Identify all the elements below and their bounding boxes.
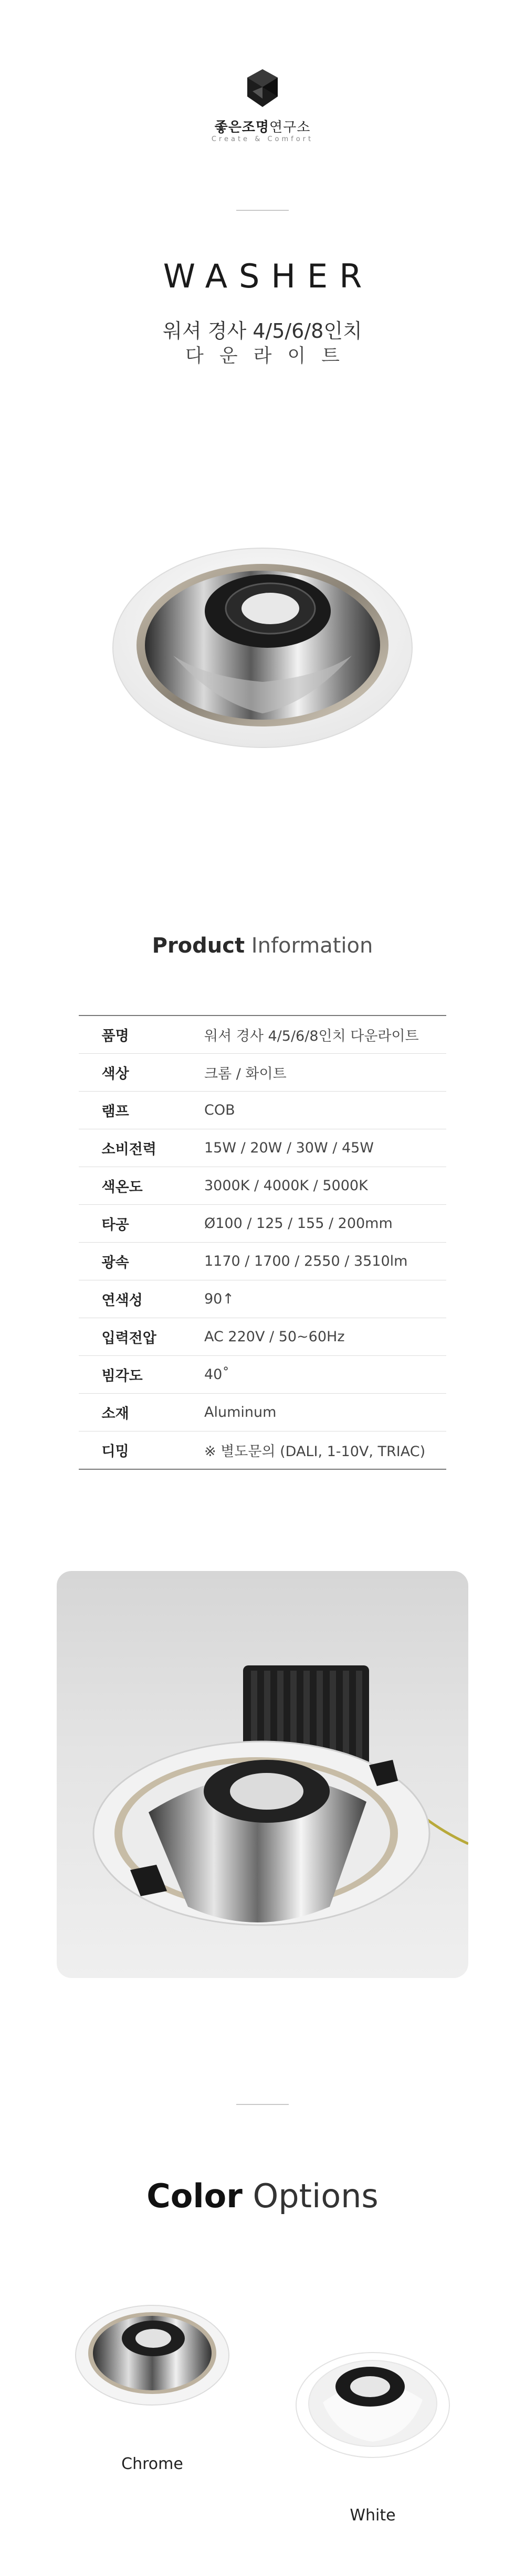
spec-value: 40˚ [192,1356,446,1394]
table-row [79,1054,446,1092]
spec-label: 연색성 [101,1292,143,1309]
info-heading-light: Information [245,934,373,958]
color-options-heading [0,2177,525,2215]
spec-value: Aluminum [192,1394,446,1431]
spec-table [79,1015,446,1470]
table-row [79,1356,446,1394]
color-heading-light: Options [242,2177,379,2215]
brand-logo-icon [245,67,280,109]
spec-label: 소비전력 [101,1141,156,1158]
table-row [79,1280,446,1318]
spec-value: AC 220V / 50~60Hz [192,1318,446,1356]
table-row [79,1243,446,1280]
spec-value: 90↑ [192,1280,446,1318]
spec-value: 1170 / 1700 / 2550 / 3510lm [192,1243,446,1280]
spec-value: COB [192,1092,446,1129]
spec-label: 램프 [101,1104,129,1120]
color-option-chrome-image [74,2297,231,2408]
table-row [79,1129,446,1167]
table-row [79,1394,446,1431]
spec-value: ※ 별도문의 (DALI, 1-10V, TRIAC) [204,1444,426,1460]
color-heading-bold: Color [146,2177,243,2215]
spec-label: 품명 [101,1028,129,1044]
table-row [79,1318,446,1356]
spec-value: 워셔 경사 4/5/6/8인치 다운라이트 [192,1016,446,1054]
spec-value: 크롬 / 화이트 [192,1054,446,1092]
spec-label: 색상 [101,1066,129,1082]
product-photo-graphic [57,1571,468,1978]
table-row [79,1431,446,1470]
spec-label: 광속 [101,1255,129,1271]
color-option-white-image [294,2345,452,2460]
brand-name [0,116,525,136]
product-photo [57,1571,468,1978]
spec-value: Ø100 / 125 / 155 / 200mm [192,1205,446,1243]
spec-label: 디밍 [101,1444,129,1460]
spec-label: 색온도 [101,1179,143,1195]
table-row [79,1205,446,1243]
spec-label: 빔각도 [101,1368,143,1384]
spec-label: 입력전압 [101,1330,156,1346]
table-row [79,1016,446,1054]
info-heading-bold: Product [152,934,245,958]
spec-label: 타공 [101,1217,129,1233]
brand-tagline: Create & Comfort [211,135,314,143]
divider-middle [236,2104,289,2105]
brand-name-light: 연구소 [269,120,311,135]
color-option-white-label: White [350,2506,396,2525]
product-information-heading [0,934,525,958]
product-image-downlight [110,535,415,755]
color-option-chrome-label: Chrome [121,2455,183,2473]
divider-top [236,210,289,211]
brand-name-bold: 좋은조명 [214,120,270,135]
product-subtitle: 워셔 경사 4/5/6/8인치 [163,319,362,343]
product-title: WASHER [163,257,374,295]
product-category: 다운라이트 [185,345,355,367]
table-row [79,1092,446,1129]
table-row [79,1167,446,1205]
spec-value: 3000K / 4000K / 5000K [192,1167,446,1205]
spec-value: 15W / 20W / 30W / 45W [192,1129,446,1167]
spec-label: 소재 [101,1406,129,1422]
